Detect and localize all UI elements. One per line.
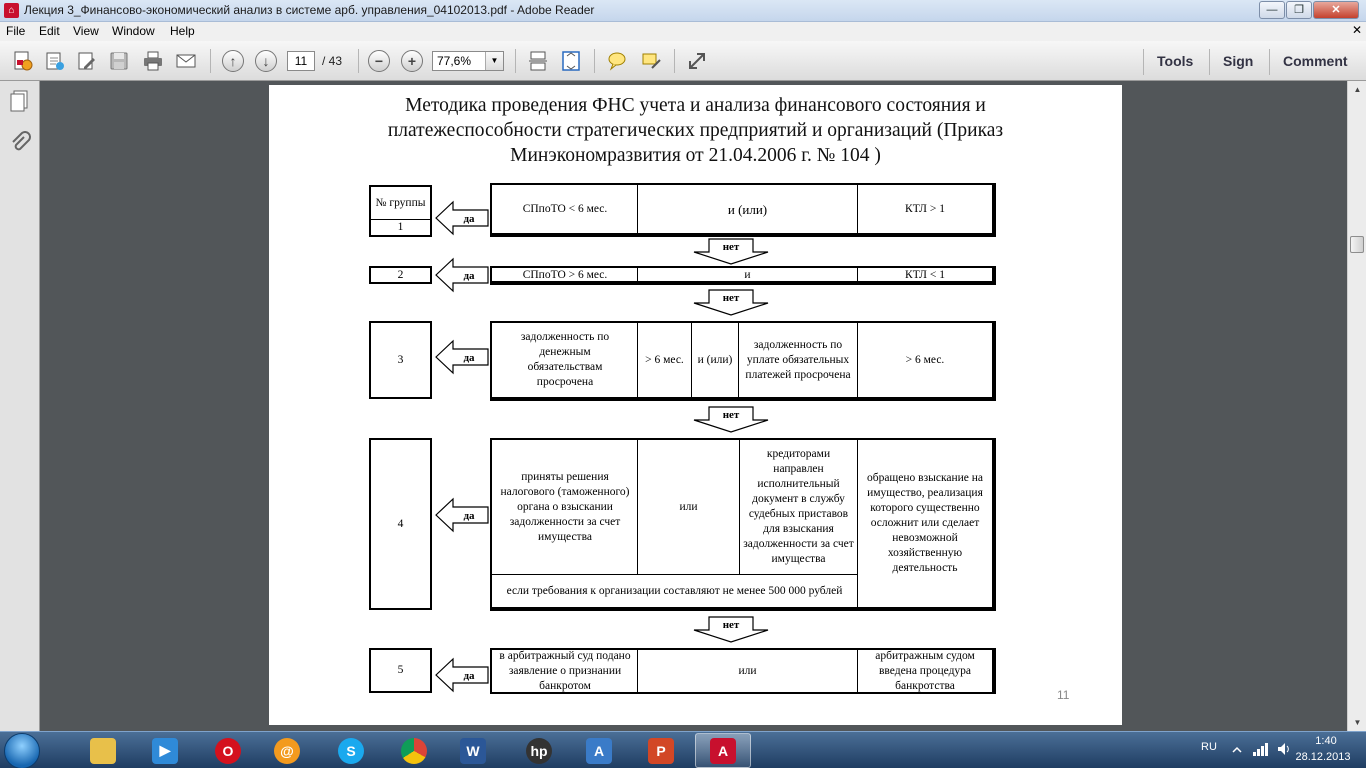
pdf-page bbox=[269, 85, 1122, 725]
document-area[interactable] bbox=[40, 81, 1347, 731]
taskbar-mail[interactable] bbox=[259, 733, 315, 768]
document-title-line: Методика проведения ФНС учета и анализа финансового состояния и bbox=[405, 95, 986, 116]
menu-file[interactable]: File bbox=[6, 24, 26, 38]
zoom-in-button[interactable]: + bbox=[401, 50, 423, 72]
group-1-connector: и (или) bbox=[727, 201, 768, 217]
clock-date[interactable]: 28.12.2013 bbox=[1295, 751, 1351, 763]
attachments-icon[interactable] bbox=[8, 131, 32, 155]
group-3-criterion-2: задолженность по уплате обязательных платежей просрочена bbox=[745, 338, 851, 381]
group-1-criterion-1: СПпоТО < 6 мес. bbox=[522, 202, 608, 215]
menu-view[interactable]: View bbox=[73, 24, 99, 38]
window-title: Лекция 3_Финансово-экономический анализ в системе арб. управления_04102013.pdf - Adobe Reader bbox=[24, 3, 595, 17]
group-4-criterion-3: обращено взыскание на имущество, реализация которого существенно осложнит или сделает невозможной хозяйственную деятельность bbox=[866, 472, 984, 574]
taskbar-hp[interactable] bbox=[511, 733, 567, 768]
opera-icon: O bbox=[215, 738, 241, 764]
group-2-criterion-2: КТЛ < 1 bbox=[905, 268, 945, 281]
restore-button[interactable]: ❐ bbox=[1286, 1, 1312, 19]
toolbar-separator bbox=[594, 49, 595, 73]
adobe-reader-icon: A bbox=[710, 738, 736, 764]
document-reader-icon: A bbox=[586, 738, 612, 764]
add-comment-button[interactable] bbox=[604, 49, 630, 73]
pencil-document-icon bbox=[76, 50, 98, 72]
keyboard-language[interactable]: RU bbox=[1201, 741, 1217, 753]
yes-arrow-left bbox=[435, 497, 489, 533]
highlight-text-button[interactable] bbox=[638, 49, 664, 73]
sign-pane-button[interactable]: Sign bbox=[1223, 53, 1254, 69]
group-4-criterion-2: кредиторами направлен исполнительный документ в службу судебных приставов для взыскания задолженности за счет имущества bbox=[743, 448, 854, 565]
envelope-icon bbox=[175, 50, 197, 72]
taskbar-opera[interactable] bbox=[200, 733, 256, 768]
toolbar-separator bbox=[674, 49, 675, 73]
group-3-number: 3 bbox=[369, 321, 432, 399]
toolbar-separator bbox=[515, 49, 516, 73]
group-2-criterion-1: СПпоТО > 6 мес. bbox=[522, 268, 608, 281]
toolbar-separator bbox=[1143, 49, 1144, 75]
menu-help[interactable]: Help bbox=[170, 24, 195, 38]
previous-page-button[interactable]: ↑ bbox=[222, 50, 244, 72]
yes-arrow-left bbox=[435, 200, 489, 236]
chevron-down-icon[interactable]: ▼ bbox=[485, 52, 503, 70]
floppy-disk-icon bbox=[108, 50, 130, 72]
menu-edit[interactable]: Edit bbox=[39, 24, 60, 38]
clock-time[interactable]: 1:40 bbox=[1315, 735, 1337, 747]
taskbar-adobe-reader[interactable] bbox=[695, 733, 751, 768]
taskbar-powerpoint[interactable] bbox=[633, 733, 689, 768]
taskbar-media-player[interactable] bbox=[137, 733, 193, 768]
yes-label: да bbox=[463, 213, 475, 225]
print-button[interactable] bbox=[140, 49, 166, 73]
menu-bar bbox=[0, 22, 1366, 41]
navigation-pane bbox=[0, 81, 40, 731]
windows-taskbar bbox=[0, 731, 1366, 768]
comment-pane-button[interactable]: Comment bbox=[1283, 53, 1348, 69]
next-page-button[interactable]: ↓ bbox=[255, 50, 277, 72]
group-5-criterion-2: арбитражным судом введена процедура банкротства bbox=[875, 649, 975, 692]
group-1-number: 1 bbox=[371, 219, 430, 235]
group-2-number: 2 bbox=[369, 266, 432, 284]
no-label: нет bbox=[722, 241, 740, 253]
vertical-scrollbar[interactable] bbox=[1347, 81, 1366, 731]
adobe-reader-icon: ⌂ bbox=[4, 3, 19, 18]
group-4-criterion-1: приняты решения налогового (таможенного) органа о взыскании задолженности за счет имущества bbox=[500, 470, 630, 543]
mail-agent-icon: @ bbox=[274, 738, 300, 764]
folder-icon bbox=[90, 738, 116, 764]
no-label: нет bbox=[722, 619, 740, 631]
zoom-out-button[interactable]: − bbox=[368, 50, 390, 72]
fit-page-button[interactable] bbox=[558, 49, 584, 73]
group-3-period-2: > 6 мес. bbox=[905, 353, 945, 366]
group-5-criterion-1: в арбитражный суд подано заявление о признании банкротом bbox=[499, 649, 631, 692]
edit-document-icon bbox=[44, 50, 66, 72]
highlighter-icon bbox=[640, 50, 662, 72]
edit-pdf-button[interactable] bbox=[42, 49, 68, 73]
taskbar-skype[interactable] bbox=[323, 733, 379, 768]
group-4-connector: или bbox=[679, 500, 698, 513]
email-button[interactable] bbox=[173, 49, 199, 73]
yes-arrow-left bbox=[435, 657, 489, 693]
menu-window[interactable]: Window bbox=[112, 24, 155, 38]
start-button[interactable] bbox=[4, 733, 40, 768]
no-arrow-down bbox=[692, 615, 770, 643]
yes-label: да bbox=[463, 670, 475, 682]
group-2-connector: и bbox=[744, 268, 751, 281]
yes-label: да bbox=[463, 352, 475, 364]
close-document-button[interactable]: ✕ bbox=[1352, 23, 1363, 37]
toolbar bbox=[0, 41, 1366, 81]
no-label: нет bbox=[722, 292, 740, 304]
chrome-icon bbox=[401, 738, 427, 764]
speech-bubble-icon bbox=[606, 50, 628, 72]
taskbar-reader-app[interactable] bbox=[571, 733, 627, 768]
group-5-number: 5 bbox=[369, 648, 432, 693]
close-window-button[interactable]: ✕ bbox=[1313, 1, 1359, 19]
page-thumbnails-icon[interactable] bbox=[8, 89, 32, 113]
group-5-connector: или bbox=[738, 664, 757, 677]
group-1-number-box bbox=[369, 185, 432, 237]
show-hidden-icons-icon[interactable] bbox=[1230, 743, 1244, 757]
group-4-number: 4 bbox=[369, 438, 432, 610]
fill-sign-button[interactable] bbox=[74, 49, 100, 73]
scrolling-mode-button[interactable] bbox=[525, 49, 551, 73]
hp-icon: hp bbox=[526, 738, 552, 764]
document-title-line: платежеспособности стратегических предприятий и организаций (Приказ bbox=[387, 120, 1004, 141]
no-arrow-down bbox=[692, 288, 770, 316]
fit-page-icon bbox=[560, 50, 582, 72]
printer-icon bbox=[142, 50, 164, 72]
yes-arrow-left bbox=[435, 339, 489, 375]
title-bar bbox=[0, 0, 1366, 22]
toolbar-separator bbox=[1209, 49, 1210, 75]
group-4-condition: если требования к организации составляют не менее 500 000 рублей bbox=[506, 584, 843, 597]
scroll-thumb[interactable] bbox=[1350, 236, 1364, 253]
taskbar-chrome[interactable] bbox=[386, 733, 442, 768]
document-title bbox=[269, 93, 1122, 168]
tools-pane-button[interactable]: Tools bbox=[1157, 53, 1194, 69]
create-pdf-button[interactable] bbox=[10, 49, 36, 73]
save-button[interactable] bbox=[106, 49, 132, 73]
expand-arrows-icon bbox=[686, 50, 708, 72]
group-number-header: № группы bbox=[375, 196, 426, 209]
yes-label: да bbox=[463, 270, 475, 282]
page-number-input[interactable]: 11 bbox=[287, 51, 315, 71]
yes-label: да bbox=[463, 510, 475, 522]
group-3-period-1: > 6 мес. bbox=[645, 353, 684, 366]
no-arrow-down bbox=[692, 405, 770, 433]
taskbar-explorer[interactable] bbox=[75, 733, 131, 768]
no-arrow-down bbox=[692, 237, 770, 265]
create-pdf-icon bbox=[12, 50, 34, 72]
powerpoint-icon: P bbox=[648, 738, 674, 764]
group-3-criterion-1: задолженность по денежным обязательствам просрочена bbox=[520, 331, 610, 388]
skype-icon: S bbox=[338, 738, 364, 764]
read-mode-button[interactable] bbox=[684, 49, 710, 73]
no-label: нет bbox=[722, 409, 740, 421]
toolbar-separator bbox=[358, 49, 359, 73]
word-icon: W bbox=[460, 738, 486, 764]
media-player-icon: ▶ bbox=[152, 738, 178, 764]
group-3-connector: и (или) bbox=[697, 353, 733, 366]
document-title-line: Минэкономразвития от 21.04.2006 г. № 104 ) bbox=[510, 145, 881, 166]
zoom-value: 77,6% bbox=[437, 54, 472, 68]
taskbar-word[interactable] bbox=[445, 733, 501, 768]
zoom-select[interactable] bbox=[432, 51, 504, 71]
page-scroll-icon bbox=[527, 50, 549, 72]
minimize-button[interactable]: — bbox=[1259, 1, 1285, 19]
yes-arrow-left bbox=[435, 257, 489, 293]
toolbar-separator bbox=[1269, 49, 1270, 75]
page-total: / 43 bbox=[322, 54, 343, 68]
group-1-criterion-2: КТЛ > 1 bbox=[905, 202, 945, 215]
scroll-up-button[interactable]: ▲ bbox=[1353, 85, 1362, 94]
page-number-footer: 11 bbox=[1057, 688, 1070, 702]
network-signal-icon[interactable] bbox=[1252, 741, 1270, 757]
toolbar-separator bbox=[210, 49, 211, 73]
scroll-down-button[interactable]: ▼ bbox=[1353, 718, 1362, 727]
